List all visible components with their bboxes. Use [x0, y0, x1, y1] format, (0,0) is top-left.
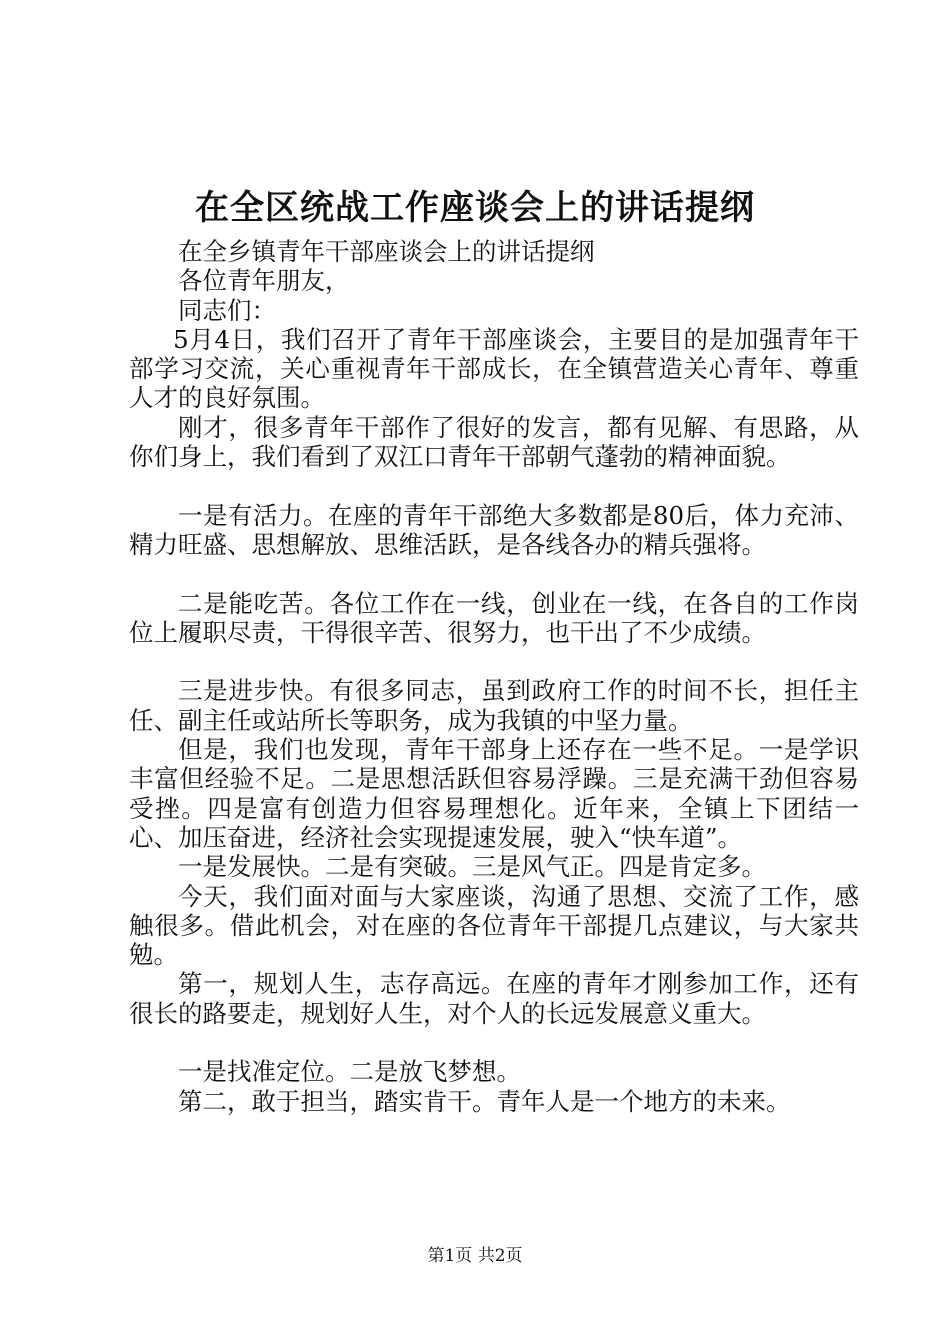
- paragraph-point-2: 二是能吃苦。各位工作在一线，创业在一线，在各自的工作岗位上履职尽责，干得很辛苦、很努力，也干出了不少成绩。: [129, 588, 859, 647]
- paragraph-point-1: 一是有活力。在座的青年干部绝大多数都是80后，体力充沛、精力旺盛、思想解放、思维活跃，是各线各办的精兵强将。: [129, 500, 859, 559]
- paragraph-shortcomings: 但是，我们也发现，青年干部身上还存在一些不足。一是学识丰富但经验不足。二是思想活跃但容易浮躁。三是充满干劲但容易受挫。四是富有创造力但容易理想化。近年来，全镇上下团结一心、加压奋进，经济社会实现提速发展，驶入“快车道”。: [129, 735, 859, 852]
- paragraph-achievements: 一是发展快。二是有突破。三是风气正。四是肯定多。: [178, 852, 766, 882]
- paragraph-remarks: 刚才，很多青年干部作了很好的发言，都有见解、有思路，从你们身上，我们看到了双江口青年干部朝气蓬勃的精神面貌。: [129, 412, 859, 472]
- paragraph-point-3: 三是进步快。有很多同志，虽到政府工作的时间不长，担任主任、副主任或站所长等职务，成为我镇的中坚力量。: [129, 676, 859, 735]
- paragraph-salutation-1: 各位青年朋友，: [178, 266, 350, 296]
- paragraph-first-suggestion: 第一，规划人生，志存高远。在座的青年才刚参加工作，还有很长的路要走，规划好人生，对个人的长远发展意义重大。: [129, 969, 859, 1028]
- paragraph-first-suggestion-points: 一是找准定位。二是放飞梦想。: [178, 1057, 521, 1087]
- document-body: [129, 237, 859, 1116]
- paragraph-today: 今天，我们面对面与大家座谈，沟通了思想、交流了工作，感触很多。借此机会，对在座的各位青年干部提几点建议，与大家共勉。: [129, 881, 859, 970]
- document-title: 在全区统战工作座谈会上的讲话提纲: [195, 188, 755, 228]
- paragraph-intro: 5月4日，我们召开了青年干部座谈会，主要目的是加强青年干部学习交流，关心重视青年干部成长，在全镇营造关心青年、尊重人才的良好氛围。: [129, 324, 859, 413]
- paragraph-second-suggestion: 第二，敢于担当，踏实肯干。青年人是一个地方的未来。: [178, 1086, 791, 1116]
- paragraph-salutation-2: 同志们：: [178, 295, 276, 325]
- page-indicator: 第1页 共2页: [427, 1246, 523, 1266]
- paragraph-subtitle: 在全乡镇青年干部座谈会上的讲话提纲: [178, 237, 595, 266]
